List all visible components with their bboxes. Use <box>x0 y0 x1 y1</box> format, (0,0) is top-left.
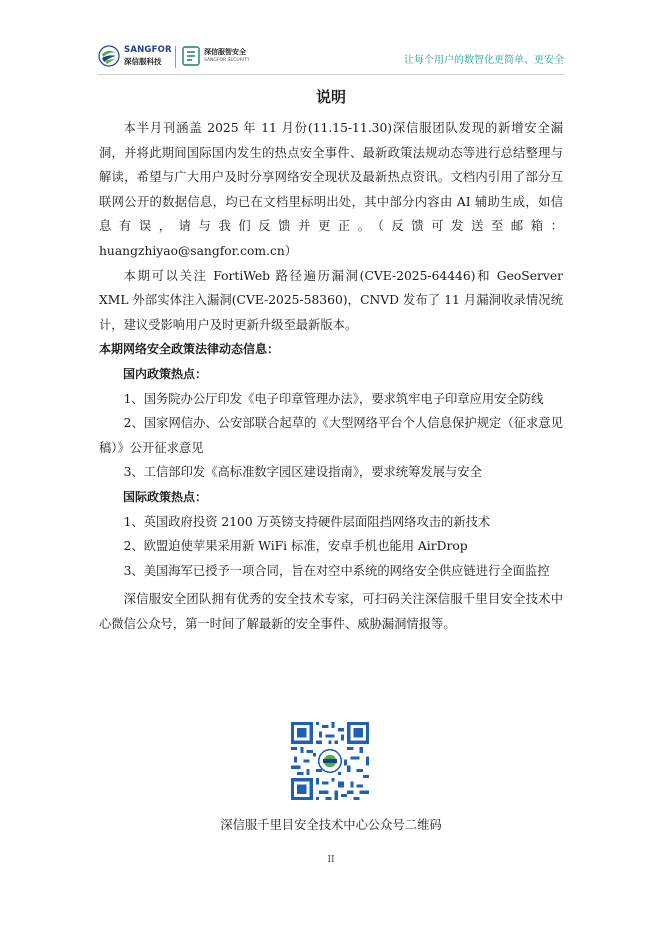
page-header <box>98 44 568 72</box>
international-policy-item: 2、欧盟迫使苹果采用新 WiFi 标准，安卓手机也能用 AirDrop <box>123 539 468 554</box>
domestic-policy-heading: 国内政策热点： <box>123 366 208 381</box>
domestic-policy-item: 2、国家网信办、公安部联合起草的《大型网络平台个人信息保护规定（征求意见稿）》公开征求意见 <box>99 416 563 455</box>
sangfor-logo-icon <box>98 45 120 67</box>
header-slogan: 让每个用户的数智化更简单、更安全 <box>404 55 564 66</box>
intro-paragraph: 本半月刊涵盖 2025 年 11 月份(11.15-11.30)深信服团队发现的新增安全漏洞，并将此期间国际国内发生的热点安全事件、最新政策法规动态等进行总结整理与解读，希望与广大用户及时分享网络安全现状及最新热点资讯。文档内引用了部分互联网公开的数据信息，均已在文档里标明出处，其中部分内容由 AI 辅助生成，如信息有误，请与我们反馈并更正。（反馈可发送至邮箱：huangzhiyao@sangfor.com.cn） <box>99 121 563 258</box>
security-name-cn: 深信服智安全 <box>204 48 246 56</box>
qr-code-icon[interactable] <box>291 722 369 800</box>
domestic-policy-item: 3、工信部印发《高标准数字园区建设指南》，要求统筹发展与安全 <box>123 465 482 480</box>
international-policy-item: 1、英国政府投资 2100 万英镑支持硬件层面阻挡网络攻击的新技术 <box>123 514 491 529</box>
security-logo <box>182 44 254 70</box>
international-policy-item: 3、美国海军已授予一项合同，旨在对空中系统的网络安全供应链进行全面监控 <box>123 563 550 578</box>
security-name-en: SANGFOR SECURITY <box>204 58 250 63</box>
brand-name-en: SANGFOR <box>124 45 172 55</box>
qr-caption: 深信服千里目安全技术中心公众号二维码 <box>220 818 442 832</box>
domestic-policy-item: 1、国务院办公厅印发《电子印章管理办法》，要求筑牢电子印章应用安全防线 <box>123 391 544 406</box>
closing-paragraph: 深信服安全团队拥有优秀的安全技术专家，可扫码关注深信服千里目安全技术中心微信公众号，第一时间了解最新的安全事件、威胁漏洞情报等。 <box>99 592 563 631</box>
brand-name-cn: 深信服科技 <box>124 57 162 66</box>
page-number: II <box>327 855 335 865</box>
policy-heading: 本期网络安全政策法律动态信息： <box>99 342 280 357</box>
security-logo-icon <box>182 46 200 66</box>
page-title: 说明 <box>315 88 346 106</box>
header-divider <box>175 46 176 68</box>
document-body <box>99 116 563 636</box>
international-policy-heading: 国际政策热点： <box>123 489 208 504</box>
focus-paragraph: 本期可以关注 FortiWeb 路径遍历漏洞(CVE-2025-64446)和 GeoServer XML 外部实体注入漏洞(CVE-2025-58360)，CNVD 发布了 11 月漏洞收录情况统计，建议受影响用户及时更新升级至最新版本。 <box>99 268 563 332</box>
sangfor-logo <box>98 44 170 70</box>
header-rule <box>98 74 564 75</box>
